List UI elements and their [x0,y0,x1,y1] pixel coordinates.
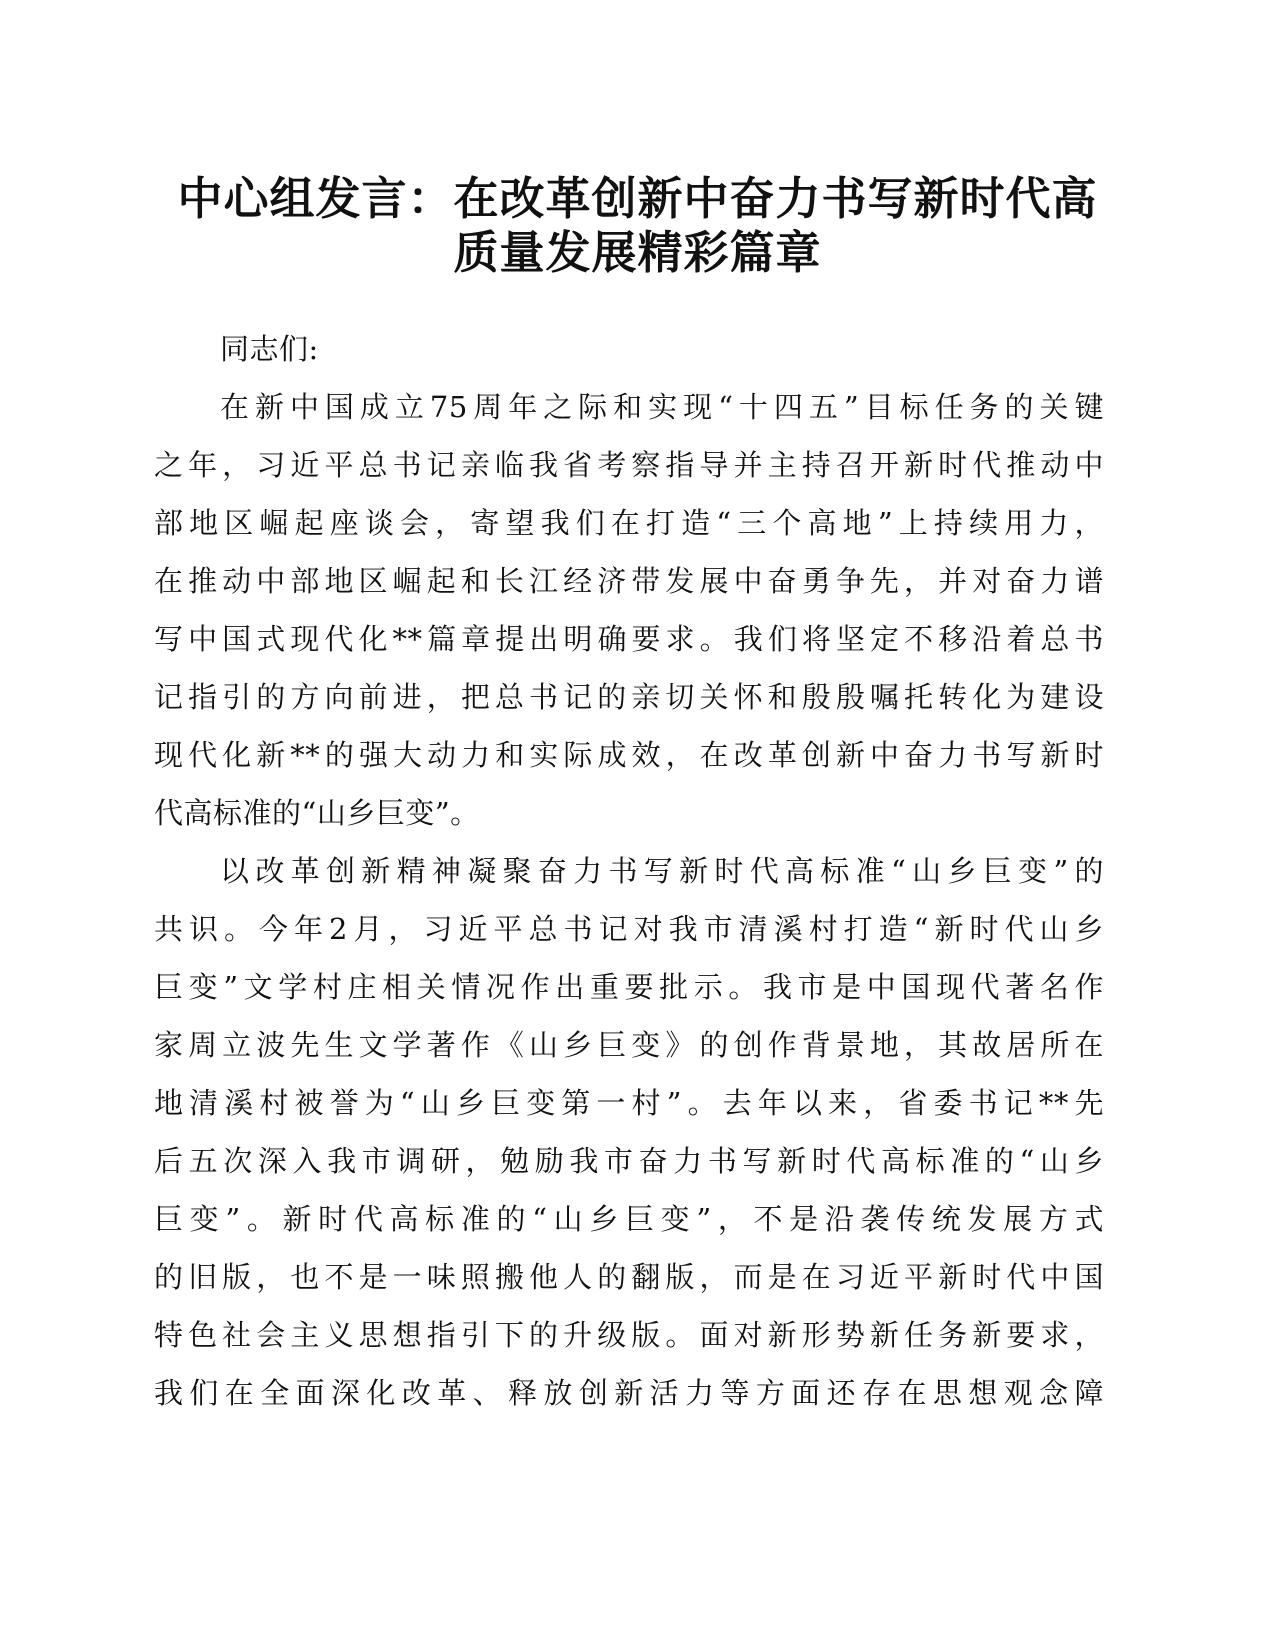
paragraph-2-line: 巨变”。新时代高标准的“山乡巨变”，不是沿袭传统发展方式 [154,1202,1104,1236]
paragraph-2 [154,842,1104,1422]
salutation: 同志们: [220,332,319,366]
paragraph-2-line: 后五次深入我市调研，勉励我市奋力书写新时代高标准的“山乡 [154,1144,1104,1178]
paragraph-2-line: 特色社会主义思想指引下的升级版。面对新形势新任务新要求， [154,1318,1104,1352]
paragraph-1-line: 写中国式现代化**篇章提出明确要求。我们将坚定不移沿着总书 [154,622,1104,656]
paragraph-1-line: 现代化新**的强大动力和实际成效，在改革创新中奋力书写新时 [154,738,1104,772]
paragraph-2-line: 共识。今年2月，习近平总书记对我市清溪村打造“新时代山乡 [154,912,1104,946]
document-title [150,172,1125,280]
paragraph-2-line: 地清溪村被誉为“山乡巨变第一村”。去年以来，省委书记**先 [154,1086,1104,1120]
paragraph-2-line: 以改革创新精神凝聚奋力书写新时代高标准“山乡巨变”的 [220,854,1104,888]
paragraph-1-line: 之年，习近平总书记亲临我省考察指导并主持召开新时代推动中 [154,448,1104,482]
title-line-1: 中心组发言：在改革创新中奋力书写新时代高 [177,172,1098,225]
document-body [154,320,1104,1422]
paragraph-1-line: 部地区崛起座谈会，寄望我们在打造“三个高地”上持续用力， [154,506,1104,540]
paragraph-2-line: 家周立波先生文学著作《山乡巨变》的创作背景地，其故居所在 [154,1028,1104,1062]
paragraph-1 [154,378,1104,842]
paragraph-2-line: 巨变”文学村庄相关情况作出重要批示。我市是中国现代著名作 [154,970,1104,1004]
paragraph-2-line: 的旧版，也不是一味照搬他人的翻版，而是在习近平新时代中国 [154,1260,1104,1294]
paragraph-1-line: 在新中国成立75周年之际和实现“十四五”目标任务的关键 [220,390,1104,424]
paragraph-1-line: 代高标准的“山乡巨变”。 [154,796,480,830]
paragraph-1-line: 在推动中部地区崛起和长江经济带发展中奋勇争先，并对奋力谱 [154,564,1104,598]
paragraph-1-line: 记指引的方向前进，把总书记的亲切关怀和殷殷嘱托转化为建设 [154,680,1104,714]
paragraph-2-line: 我们在全面深化改革、释放创新活力等方面还存在思想观念障 [154,1376,1104,1410]
title-line-2: 质量发展精彩篇章 [453,226,822,279]
